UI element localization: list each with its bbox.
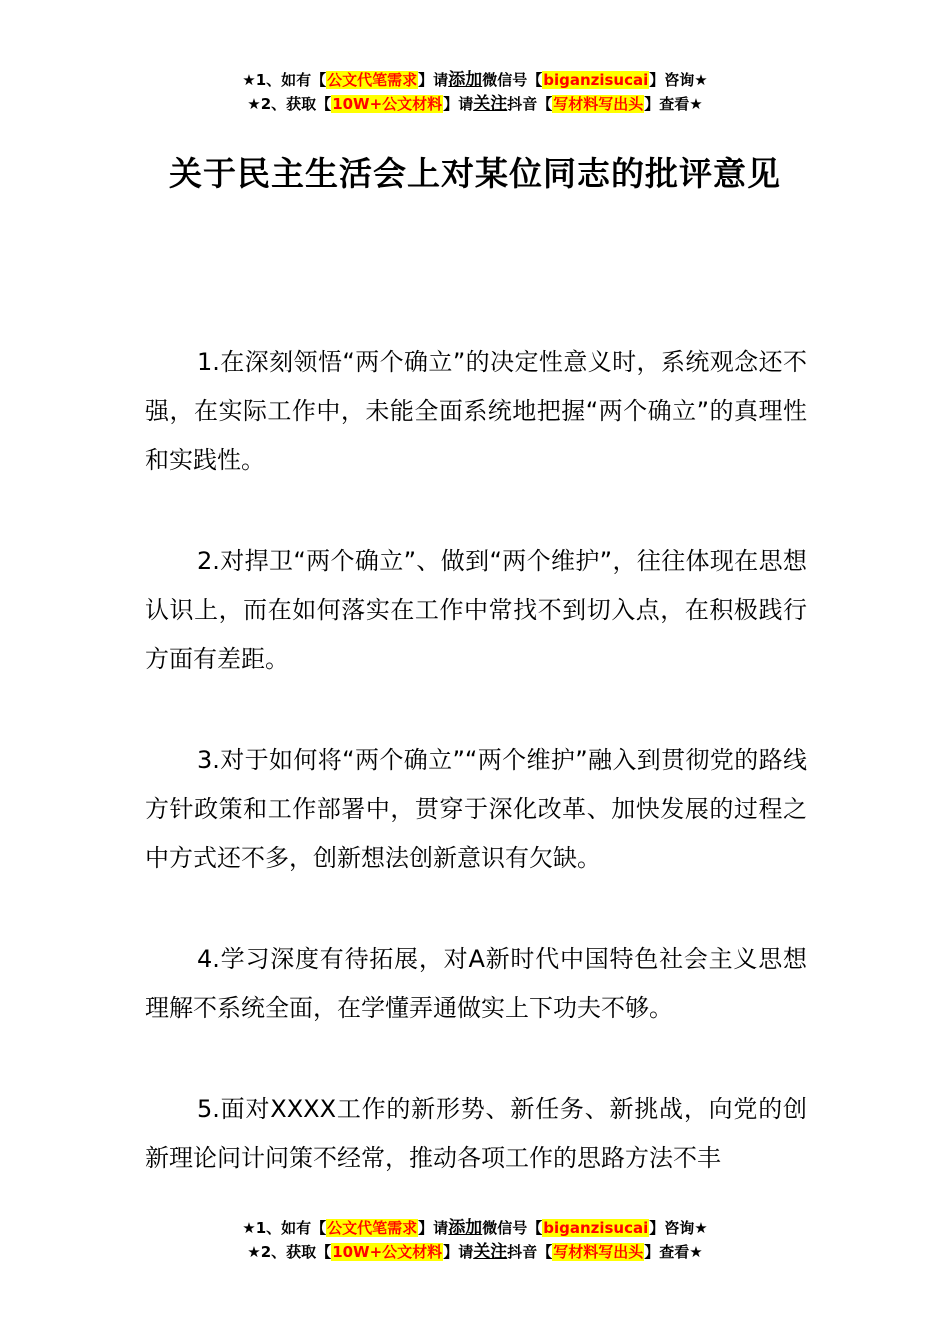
promo-line-2 [0,92,950,116]
paragraph-3: 3.对于如何将“两个确立”“两个维护”融入到贯彻党的路线方针政策和工作部署中，贯穿于深化改革、加快发展的过程之中方式还不多，创新想法创新意识有欠缺。 [145,746,807,872]
paragraph-4: 4.学习深度有待拓展，对A新时代中国特色社会主义思想理解不系统全面，在学懂弄通做实上下功夫不够。 [145,945,807,1022]
paragraph-5: 5.面对XXXX工作的新形势、新任务、新挑战，向党的创新理论问计问策不经常，推动各项工作的思路方法不丰 [145,1095,807,1172]
paragraph-2: 2.对捍卫“两个确立”、做到“两个维护”，往往体现在思想认识上，而在如何落实在工作中常找不到切入点，在积极践行方面有差距。 [145,547,807,673]
promo-line-2 [0,1240,950,1264]
document-body [145,338,807,1235]
promo-highlight: biganzisucai [543,1219,649,1237]
promo-emphasis: 关注 [473,1242,508,1262]
promo-highlight: 写材料写出头 [553,95,644,113]
promo-text: ★2、获取【 [247,1243,332,1261]
promo-emphasis: 关注 [473,94,508,114]
promo-emphasis: 添加 [448,70,483,90]
document-title: 关于民主生活会上对某位同志的批评意见 [169,154,781,193]
promo-text: ★2、获取【 [247,95,332,113]
promo-text: 】咨询★ [649,1219,708,1237]
promo-highlight: 10W+公文材料 [332,95,443,113]
promo-text: 】请 [418,71,449,89]
promo-banner-bottom [0,1216,950,1264]
promo-text: ★1、如有【 [242,1219,327,1237]
promo-highlight: 公文代笔需求 [327,71,418,89]
promo-highlight: biganzisucai [543,71,649,89]
promo-text: 】查看★ [644,95,703,113]
promo-highlight: 写材料写出头 [553,1243,644,1261]
promo-text: 微信号【 [482,1219,543,1237]
promo-line-1 [0,68,950,92]
promo-text: 】咨询★ [649,71,708,89]
paragraph-1: 1.在深刻领悟“两个确立”的决定性意义时，系统观念还不强，在实际工作中，未能全面系统地把握“两个确立”的真理性和实践性。 [145,348,807,474]
promo-line-1 [0,1216,950,1240]
promo-highlight: 10W+公文材料 [332,1243,443,1261]
promo-text: 】请 [443,95,474,113]
promo-text: ★1、如有【 [242,71,327,89]
promo-highlight: 公文代笔需求 [327,1219,418,1237]
promo-text: 抖音【 [507,1243,553,1261]
promo-emphasis: 添加 [448,1218,483,1238]
promo-text: 抖音【 [507,95,553,113]
promo-text: 】请 [443,1243,474,1261]
promo-text: 】查看★ [644,1243,703,1261]
promo-banner-top [0,68,950,116]
promo-text: 】请 [418,1219,449,1237]
promo-text: 微信号【 [482,71,543,89]
